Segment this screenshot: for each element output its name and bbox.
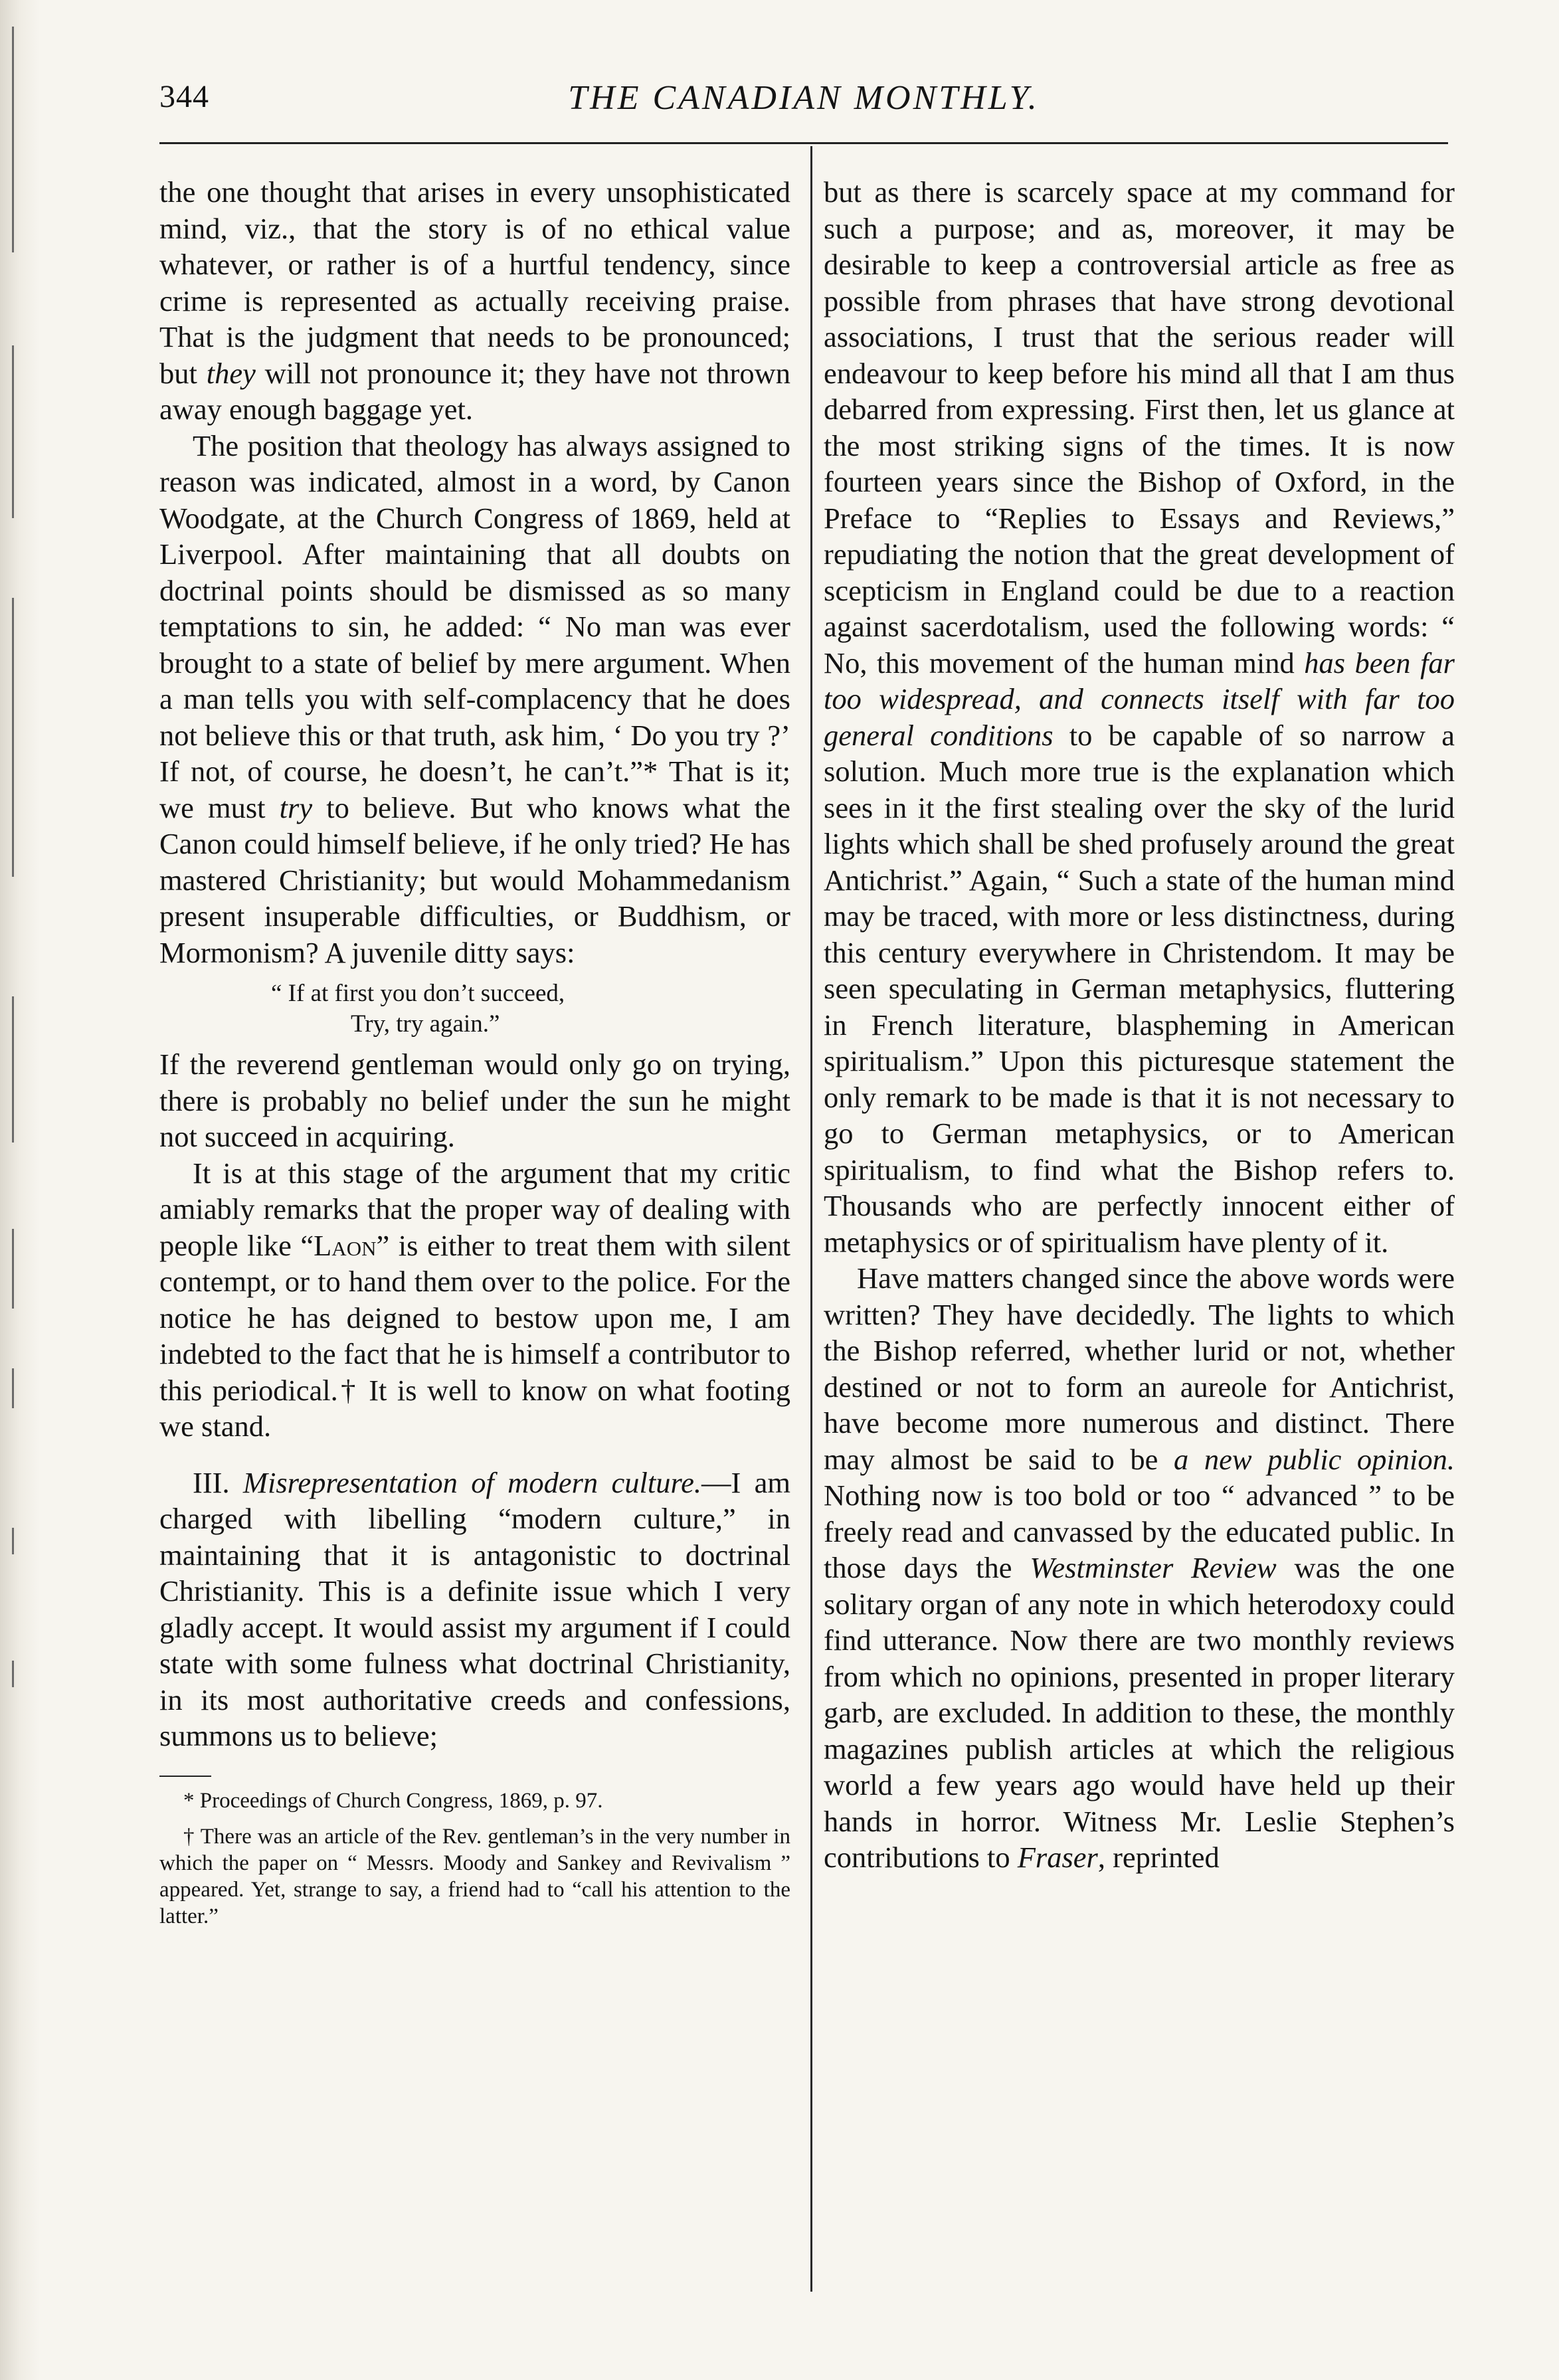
page-number: 344: [159, 79, 209, 114]
scan-edge: [0, 0, 40, 2380]
footnote: * Proceedings of Church Congress, 1869, p. 97.: [183, 1788, 603, 1813]
footnote-rule: [159, 1776, 211, 1777]
paragraph: the one thought that arises in every unsophisticated mind, viz., that the story is of no ethical value whatever, or rather is of a hurtful tendency, since crime is represented as actually receiving praise. That is the judgment that needs to be pronounced; but they will not pronounce it; they have not thrown away enough baggage yet.: [159, 175, 790, 426]
paragraph: The position that theology has always assigned to reason was indicated, almost in a word, by Canon Woodgate, at the Church Congress of 1869, held at Liverpool. After maintaining that all doubts on doctrinal points should be dismissed as so many temptations to sin, he added: “ No man was ever brought to a state of belief by mere argument. When a man tells you with self-complacency that he does not believe this or that truth, ask him, ‘ Do you try ?’ If not, of course, he doesn’t, he can’t.”* That is it; we must try to believe. But who knows what the Canon could himself believe, if he only tried? He has mastered Christianity; but would Mohammedanism present insuperable difficulties, or Buddhism, or Mormonism? A juvenile ditty says:: [159, 428, 791, 969]
paragraph: Have matters changed since the above words were written? They have decidedly. The lights to which the Bishop referred, whether lurid or not, whether destined or not to form an aureole for Antichrist, have become more numerous and distinct. There may almost be said to be a new public opinion. Nothing now is too bold or too “ advanced ” to be freely read and canvassed by the educated public. In those days the Westminster Review was the one solitary organ of any note in which heterodoxy could find utterance. Now there are two monthly reviews from which no opinions, presented in proper literary garb, are excluded. In addition to these, the monthly magazines publish articles at which the religious world a few years ago would have held up their hands in horror. Witness Mr. Leslie Stephen’s contributions to Fraser, reprinted: [824, 1261, 1455, 1874]
section-number: III.: [193, 1465, 230, 1499]
paragraph: but as there is scarcely space at my command for such a purpose; and as, moreover, it may be desirable to keep a controversial article as free as possible from phrases that have strong devotional associations, I trust that the serious reader will endeavour to keep before his mind all that I am thus debarred from expressing. First then, let us glance at the most striking signs of the times. It is now fourteen years since the Bishop of Oxford, in the Preface to “Replies to Essays and Reviews,” repudiating the notion that the great development of scepticism in England could be due to a reaction against sacerdotalism, used the following words: “ No, this movement of the human mind has been far too widespread, and connects itself with far too general conditions to be capable of so narrow a solution. Much more true is the explanation which sees in it the first stealing over the sky of the lurid lights which shall be shed profusely around the great Antichrist.” Again, “ Such a state of the human mind may be traced, with more or less distinctness, during this century everywhere in Christendom. It may be seen speculating in German metaphysics, fluttering in French literature, blaspheming in American spiritualism.” Upon this picturesque statement the only remark to be made is that it is not necessary to go to German metaphysics, or to American spiritualism, to find what the Bishop refers to. Thousands who are perfectly innocent either of metaphysics or of spiritualism have plenty of it.: [824, 175, 1455, 1259]
page-header: [159, 78, 1448, 138]
footnote: † There was an article of the Rev. gentleman’s in the very number in which the paper on “ Messrs. Moody and Sankey and Revivalism ” appeared. Yet, strange to say, a friend had to “call his attention to the latter.”: [159, 1824, 790, 1928]
section-paragraph: III. Misrepresentation of modern culture.—I am charged with libelling “modern culture,” in maintaining that it is antagonistic to doctrinal Christianity. This is a definite issue which I very gladly accept. It would assist my argument if I could state with some fulness what doctrinal Christianity, in its most authoritative creeds and confessions, summons us to believe;: [159, 1465, 790, 1752]
running-title: THE CANADIAN MONTHLY.: [568, 79, 1040, 117]
paragraph: It is at this stage of the argument that my critic amiably remarks that the proper way of dealing with people like “Laon” is either to treat them with silent contempt, or to hand them over to the police. For the notice he has deigned to bestow upon me, I am indebted to the fact that he is himself a contributor to this periodical.† It is well to know on what footing we stand.: [159, 1156, 790, 1443]
right-column: [824, 174, 1455, 1876]
section-heading: Misrepresentation of modern culture.: [242, 1465, 701, 1499]
left-column: [159, 174, 790, 1930]
verse-quote: “ If at first you don’t succeed, Try, try again.”: [271, 980, 565, 1038]
header-rule: [159, 142, 1448, 144]
paragraph: If the reverend gentleman would only go on trying, there is probably no belief under the sun he might not succeed in acquiring.: [159, 1048, 790, 1153]
column-divider: [810, 146, 812, 2292]
